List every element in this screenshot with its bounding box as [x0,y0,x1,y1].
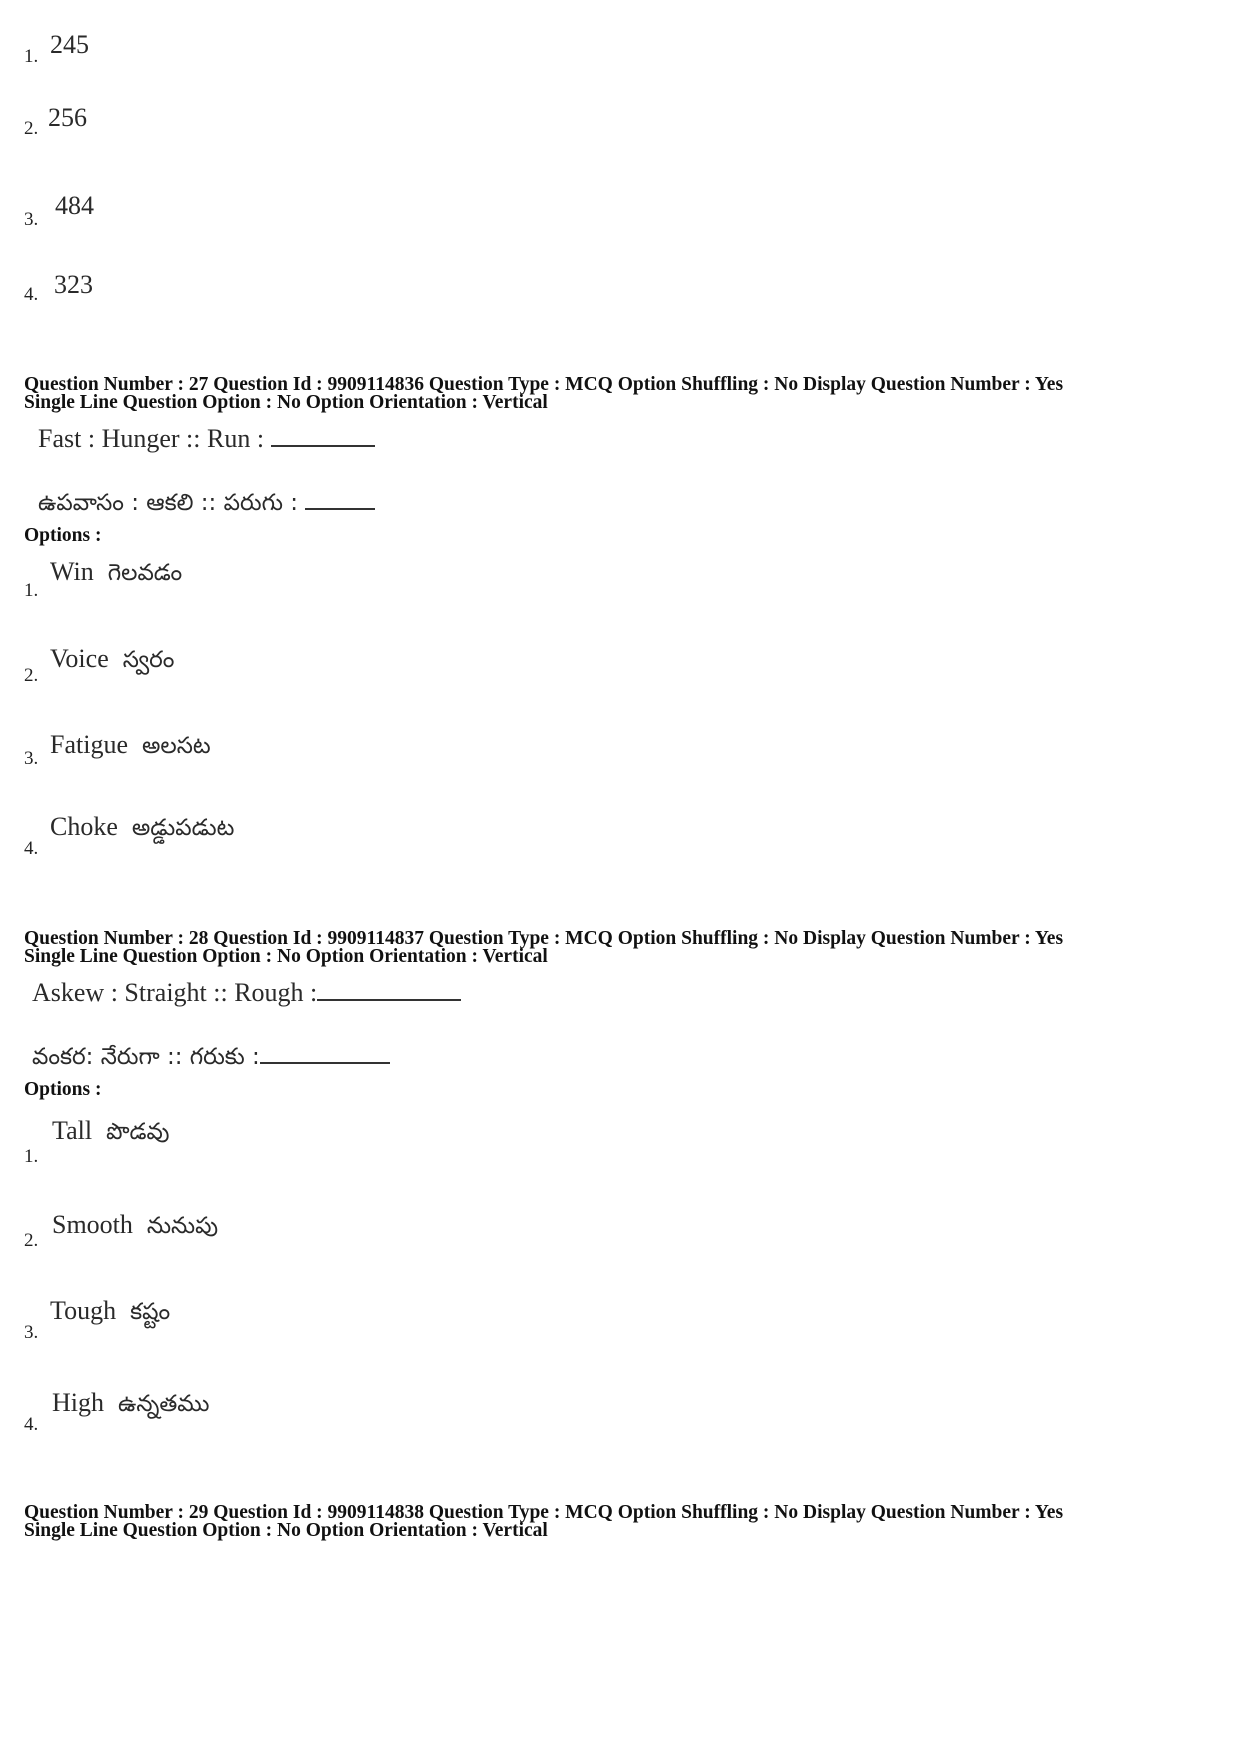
option-answer: Choke అడ్డుపడుట [50,812,235,841]
option-number: 4. [24,284,39,305]
option-number: 3. [24,1322,39,1343]
question-meta-line2: Single Line Question Option : No Option Orientation : Vertical [24,946,548,967]
option-number: 4. [24,838,39,859]
option-number: 4. [24,1414,39,1435]
option-value: 323 [54,270,93,299]
option-number: 3. [24,209,39,230]
question-text-telugu: ఉపవాసం : ఆకలి :: పరుగు : [38,486,375,522]
question-meta-line1: Question Number : 27 Question Id : 9909114836 Question Type : MCQ Option Shuffling : No Display Question Number : Yes [24,374,1064,395]
option-answer: High ఉన్నతము [52,1388,210,1417]
option-answer: Win గెలవడం [50,557,183,586]
option-number: 1. [24,46,39,67]
answer-blank [305,486,375,510]
option-answer: Tall పొడవు [52,1116,170,1145]
question-meta-line2: Single Line Question Option : No Option Orientation : Vertical [24,1520,548,1541]
question-text-english: Askew : Straight :: Rough : [32,977,461,1008]
question-meta-line1: Question Number : 29 Question Id : 9909114838 Question Type : MCQ Option Shuffling : No Display Question Number : Yes [24,1502,1064,1523]
option-number: 3. [24,748,39,769]
question-meta-line1: Question Number : 28 Question Id : 9909114837 Question Type : MCQ Option Shuffling : No Display Question Number : Yes [24,928,1064,949]
option-number: 1. [24,1146,39,1167]
option-number: 1. [24,580,39,601]
option-number: 2. [24,1230,39,1251]
option-value: 256 [48,103,87,132]
question-text-english: Fast : Hunger :: Run : [38,423,375,454]
answer-blank [271,423,375,447]
option-answer: Tough కష్టం [50,1296,171,1325]
option-value: 484 [55,191,94,220]
option-value: 245 [50,30,89,59]
question-meta-line2: Single Line Question Option : No Option Orientation : Vertical [24,392,548,413]
options-label: Options : [24,1079,102,1100]
answer-blank [260,1040,390,1064]
option-answer: Voice స్వరం [50,644,175,673]
question-text-telugu: వంకర: నేరుగా :: గరుకు : [32,1040,390,1076]
option-number: 2. [24,665,39,686]
option-answer: Fatigue అలసట [50,730,211,759]
option-number: 2. [24,118,39,139]
answer-blank [317,977,461,1001]
option-answer: Smooth నునుపు [52,1210,219,1239]
options-label: Options : [24,525,102,546]
